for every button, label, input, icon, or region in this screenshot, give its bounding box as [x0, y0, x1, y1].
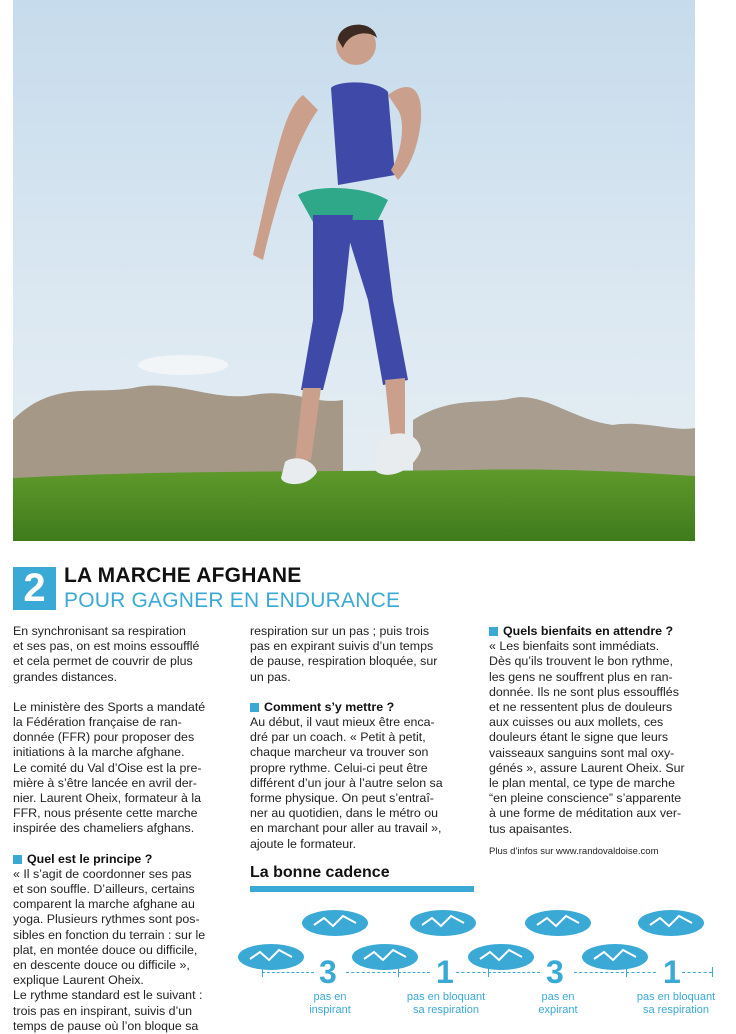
column-3 — [489, 624, 724, 859]
paragraph: Le ministère des Sports a mandaté la Fédération française de ran- donnée (FFR) pour proposer des initiations à la marche afghane. Le comité du Val d’Oise est la pre- mière à s’être lancée en avril der- nier. Laurent Oheix, formateur à la FFR, nous présente cette marche inspirée des chameliers afghans. — [13, 699, 206, 836]
timeline-tick — [712, 967, 713, 977]
cadence-title: La bonne cadence — [250, 864, 390, 881]
footprint-icon — [408, 907, 478, 939]
step-count: 3 — [319, 954, 337, 990]
step-label: pas en bloquant sa respiration — [636, 991, 716, 1016]
timeline-segment — [574, 972, 624, 973]
footprint-icon — [236, 941, 306, 973]
hero-photo — [13, 0, 695, 541]
section-heading-label: Quels bienfaits en attendre ? — [503, 624, 674, 638]
article-number: 2 — [13, 567, 56, 610]
cadence-title-bar — [250, 886, 474, 892]
footprint-icon — [466, 941, 536, 973]
step-label: pas en inspirant — [309, 991, 351, 1016]
paragraph: respiration sur un pas ; puis trois pas en expirant suivis d’un temps de pause, respiration bloquée, sur un pas. — [250, 624, 438, 684]
timeline-segment — [456, 972, 486, 973]
section-heading — [489, 624, 724, 639]
square-bullet-icon — [489, 627, 498, 636]
section-heading-label: Comment s’y mettre ? — [264, 699, 395, 714]
column-1 — [13, 624, 243, 1034]
article-title: LA MARCHE AFGHANE — [64, 564, 302, 587]
article-subtitle: POUR GAGNER EN ENDURANCE — [64, 589, 401, 612]
section-heading — [250, 700, 480, 715]
footprint-icon — [636, 907, 706, 939]
timeline-segment — [626, 972, 656, 973]
timeline-segment — [682, 972, 712, 973]
square-bullet-icon — [250, 703, 259, 712]
footprint-icon — [580, 941, 650, 973]
step-label: pas en expirant — [538, 991, 578, 1016]
step-count: 3 — [546, 954, 564, 990]
more-info-link[interactable]: Plus d’infos sur www.randovaldoise.com — [489, 845, 659, 857]
paragraph: « Il s’agit de coordonner ses pas et son souffle. D’ailleurs, certains comparent la marche afghane au yoga. Plusieurs rythmes sont pos- sibles en fonction du terrain : sur le plat, en montée douce ou difficile, en descente douce ou difficile », explique Laurent Oheix. Le rythme standard est le suivant : trois pas en inspirant, suivis d’un temps de pause où l’on bloque sa — [13, 866, 206, 1033]
step-count: 1 — [436, 954, 454, 990]
section-heading-label: Quel est le principe ? — [27, 851, 153, 866]
column-2 — [250, 624, 480, 852]
footprint-icon — [523, 907, 593, 939]
timeline-segment — [398, 972, 430, 973]
timeline-segment — [346, 972, 396, 973]
paragraph: Au début, il vaut mieux être enca- dré par un coach. « Petit à petit, chaque marcheur va trouver son propre rythme. Celui-ci peut être différent d’un jour à l’autre selon sa forme physique. On peut s’entraî- ner au quotidien, dans le métro ou en marchant pour aller au travail », ajoute le formateur. — [250, 715, 443, 851]
paragraph: « Les bienfaits sont immédiats. Dès qu’ils trouvent le bon rythme, les gens ne souffrent plus en ran- donnée. Ils ne sont plus essoufflés et ne ressentent plus de douleurs aux cuisses ou aux mollets, ces douleurs étant le signe que leurs vaisseaux sanguins sont mal oxy- génés », assure Laurent Oheix. Sur le plan mental, ce type de marche “en pleine conscience” s’apparente à une forme de méditation aux ver- tus apaisantes. — [489, 639, 685, 836]
step-count: 1 — [663, 954, 681, 990]
footprint-icon — [350, 941, 420, 973]
timeline-segment — [488, 972, 540, 973]
step-label: pas en bloquant sa respiration — [406, 991, 486, 1016]
timeline-segment — [262, 972, 314, 973]
section-heading — [13, 852, 243, 867]
footprint-icon — [300, 907, 370, 939]
square-bullet-icon — [13, 855, 22, 864]
paragraph: En synchronisant sa respiration et ses pas, on est moins essoufflé et cela permet de couvrir de plus grandes distances. — [13, 624, 200, 684]
